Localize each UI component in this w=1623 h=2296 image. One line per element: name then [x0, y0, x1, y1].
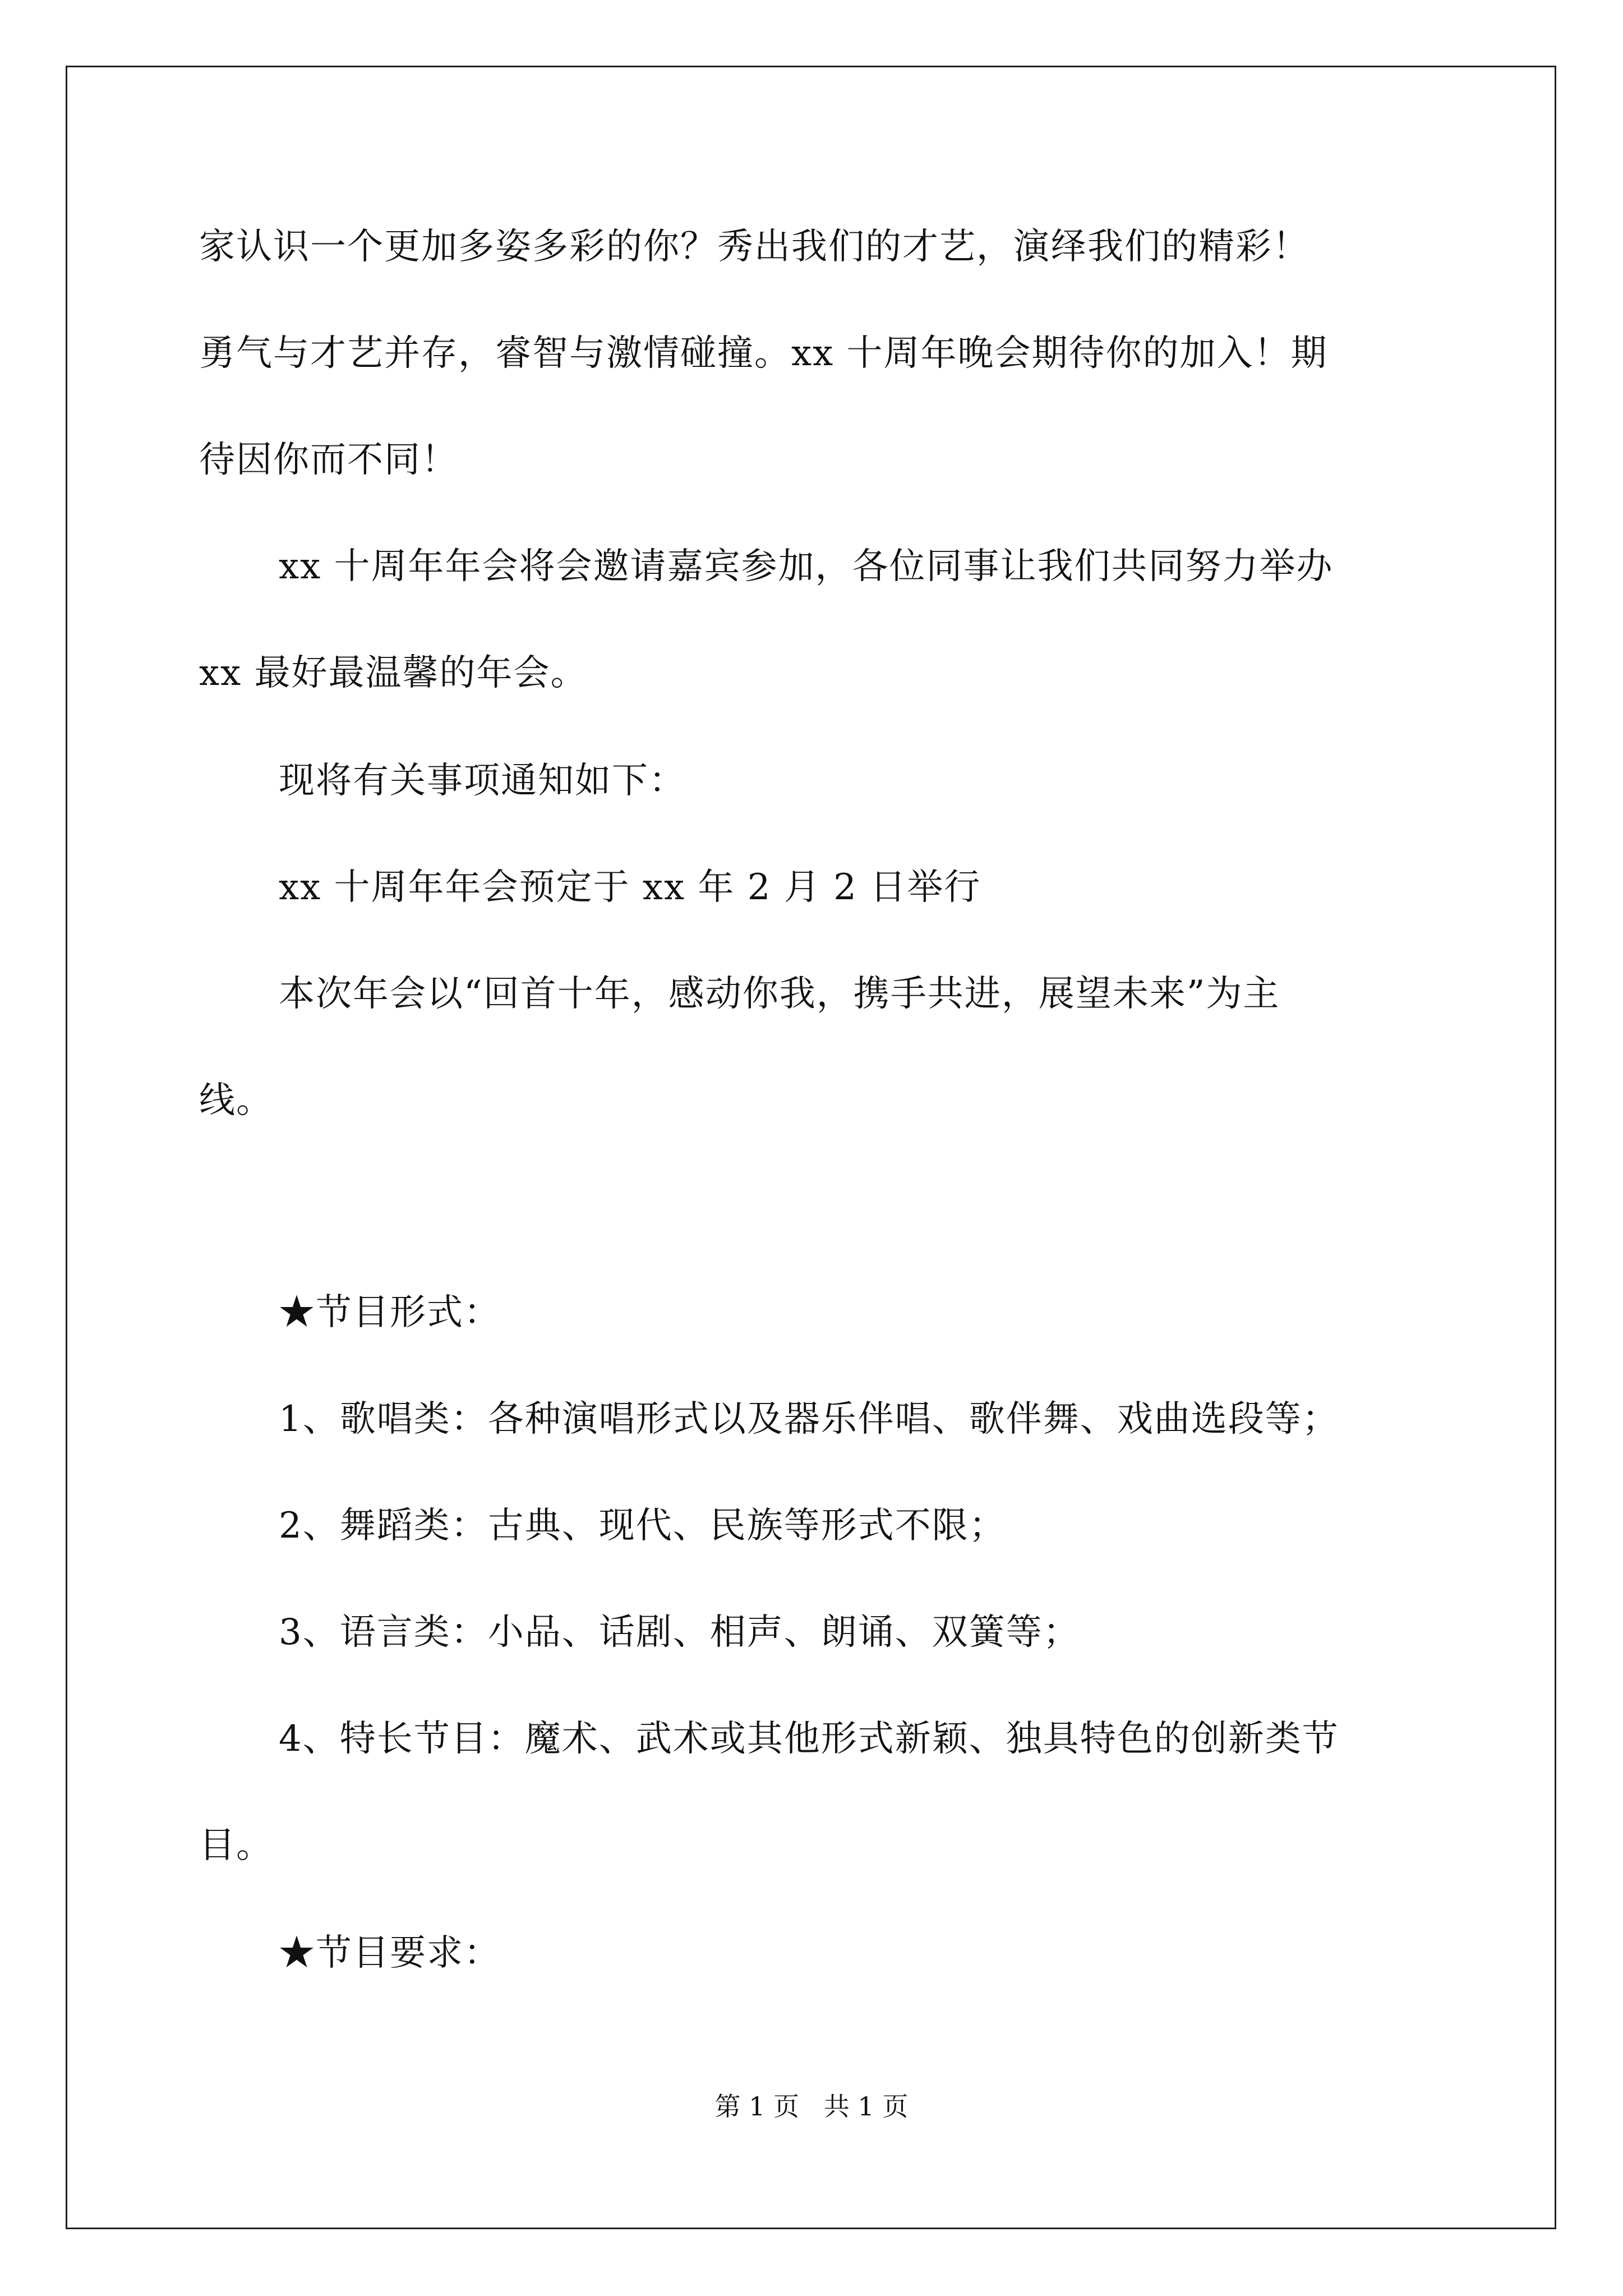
text-line: xx 十周年年会预定于 xx 年 2 月 2 日举行 [279, 867, 981, 908]
section-heading: ★节目形式： [279, 1292, 501, 1333]
page-footer: 第 1 页 共 1 页 [714, 2091, 909, 2122]
text-line: 家认识一个更加多姿多彩的你？秀出我们的才艺，演绎我们的精彩！ [199, 226, 1310, 268]
text-line: xx 十周年年会将会邀请嘉宾参加，各位同事让我们共同努力举办 [279, 546, 1334, 587]
list-item: 3、语言类：小品、话剧、相声、朗诵、双簧等； [279, 1612, 1080, 1653]
page-border [66, 66, 1556, 2229]
section-heading: ★节目要求： [279, 1932, 501, 1974]
list-item: 1、歌唱类：各种演唱形式以及器乐伴唱、歌伴舞、戏曲选段等； [279, 1398, 1339, 1440]
text-line: 现将有关事项通知如下： [279, 760, 686, 802]
list-item: 4、特长节目：魔术、武术或其他形式新颖、独具特色的创新类节 [279, 1718, 1339, 1760]
text-line: 目。 [199, 1825, 273, 1866]
text-line: 待因你而不同！ [199, 439, 458, 481]
list-item: 2、舞蹈类：古典、现代、民族等形式不限； [279, 1505, 1006, 1547]
text-line: xx 最好最温馨的年会。 [199, 652, 588, 694]
text-line: 勇气与才艺并存，睿智与激情碰撞。xx 十周年晚会期待你的加入！期 [199, 333, 1328, 374]
text-line: 本次年会以“回首十年，感动你我，携手共进，展望未来”为主 [279, 973, 1280, 1015]
text-line: 线。 [199, 1080, 273, 1121]
